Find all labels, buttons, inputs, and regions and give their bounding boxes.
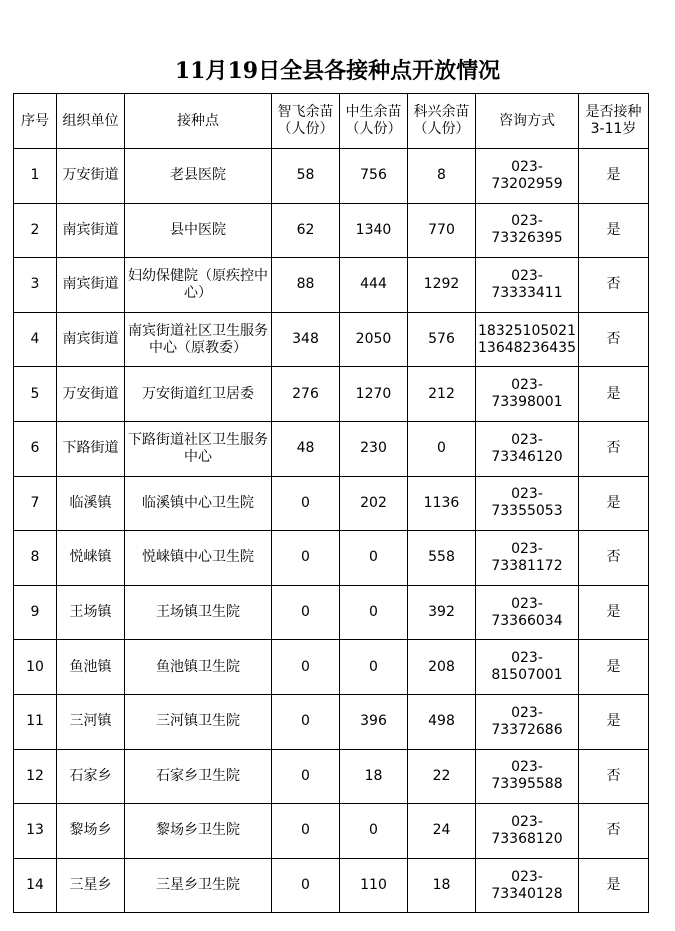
header-org: 组织单位 [57,94,125,149]
cell-zhifei: 88 [272,258,340,313]
cell-phone: 023-73366034 [476,585,579,640]
cell-org: 王场镇 [57,585,125,640]
header-site: 接种点 [125,94,272,149]
cell-org: 黎场乡 [57,804,125,859]
cell-site: 石家乡卫生院 [125,749,272,804]
cell-org: 南宾街道 [57,203,125,258]
page-title: 11月19日全县各接种点开放情况 [174,58,501,84]
cell-phone: 023-73395588 [476,749,579,804]
cell-kids: 否 [579,531,649,586]
cell-phone: 023-73355053 [476,476,579,531]
cell-kexing: 576 [408,312,476,367]
header-kids-line1: 是否接种 [585,104,642,120]
header-kids-line2: 3-11岁 [590,121,637,137]
cell-no: 14 [14,858,57,913]
cell-kids: 是 [579,203,649,258]
cell-kids: 是 [579,694,649,749]
header-phone: 咨询方式 [476,94,579,149]
cell-org: 万安街道 [57,149,125,204]
cell-kids: 否 [579,421,649,476]
vaccination-sites-table [13,93,649,913]
cell-zhongsheng: 1270 [340,367,408,422]
cell-site: 王场镇卫生院 [125,585,272,640]
cell-phone: 023-73326395 [476,203,579,258]
header-zhifei-line2: （人份） [277,121,334,137]
cell-org: 南宾街道 [57,258,125,313]
cell-zhongsheng: 0 [340,640,408,695]
cell-zhifei: 276 [272,367,340,422]
cell-kexing: 1292 [408,258,476,313]
table-row [14,858,649,913]
cell-site: 妇幼保健院（原疾控中心） [125,258,272,313]
cell-kids: 否 [579,258,649,313]
cell-no: 11 [14,694,57,749]
cell-kexing: 0 [408,421,476,476]
cell-site: 下路街道社区卫生服务中心 [125,421,272,476]
cell-site: 临溪镇中心卫生院 [125,476,272,531]
cell-kids: 否 [579,749,649,804]
cell-zhifei: 0 [272,640,340,695]
table-row [14,203,649,258]
cell-org: 下路街道 [57,421,125,476]
cell-zhongsheng: 756 [340,149,408,204]
cell-no: 1 [14,149,57,204]
cell-phone: 023-73368120 [476,804,579,859]
cell-site: 黎场乡卫生院 [125,804,272,859]
cell-zhifei: 48 [272,421,340,476]
cell-kids: 是 [579,585,649,640]
cell-zhongsheng: 18 [340,749,408,804]
cell-site: 三河镇卫生院 [125,694,272,749]
table-row [14,749,649,804]
cell-org: 鱼池镇 [57,640,125,695]
cell-kids: 是 [579,149,649,204]
cell-no: 6 [14,421,57,476]
cell-kids: 是 [579,476,649,531]
table-row [14,149,649,204]
cell-zhongsheng: 0 [340,804,408,859]
cell-phone: 023-73381172 [476,531,579,586]
cell-kexing: 212 [408,367,476,422]
header-zhongsheng-line1: 中生余苗 [345,104,402,120]
table-row [14,640,649,695]
table-row [14,804,649,859]
cell-zhongsheng: 0 [340,585,408,640]
cell-kexing: 18 [408,858,476,913]
cell-phone [476,312,579,367]
cell-site: 县中医院 [125,203,272,258]
phone-line2: 13648236435 [478,339,576,356]
cell-zhifei: 62 [272,203,340,258]
cell-kexing: 8 [408,149,476,204]
table-row [14,476,649,531]
cell-kexing: 392 [408,585,476,640]
header-kexing-line2: （人份） [413,121,470,137]
header-zhifei-line1: 智飞余苗 [277,104,334,120]
table-header-row [14,94,649,149]
cell-phone: 023-73333411 [476,258,579,313]
cell-no: 5 [14,367,57,422]
cell-no: 12 [14,749,57,804]
cell-zhifei: 0 [272,858,340,913]
cell-zhifei: 0 [272,749,340,804]
cell-kexing: 24 [408,804,476,859]
cell-org: 悦崃镇 [57,531,125,586]
cell-zhongsheng: 230 [340,421,408,476]
phone-line1: 18325105021 [478,322,576,339]
cell-zhifei: 0 [272,694,340,749]
cell-site: 万安街道红卫居委 [125,367,272,422]
cell-site: 老县医院 [125,149,272,204]
header-no: 序号 [14,94,57,149]
cell-zhongsheng: 1340 [340,203,408,258]
cell-no: 10 [14,640,57,695]
cell-kexing: 558 [408,531,476,586]
cell-no: 3 [14,258,57,313]
header-zhifei [272,94,340,149]
cell-org: 石家乡 [57,749,125,804]
cell-kexing: 22 [408,749,476,804]
cell-no: 2 [14,203,57,258]
cell-zhifei: 348 [272,312,340,367]
header-zhongsheng [340,94,408,149]
header-kids [579,94,649,149]
table-row [14,531,649,586]
cell-zhongsheng: 444 [340,258,408,313]
cell-phone: 023-73398001 [476,367,579,422]
cell-site: 三星乡卫生院 [125,858,272,913]
cell-kexing: 770 [408,203,476,258]
table-row [14,694,649,749]
cell-no: 8 [14,531,57,586]
cell-kids: 否 [579,804,649,859]
header-zhongsheng-line2: （人份） [345,121,402,137]
cell-zhifei: 0 [272,585,340,640]
cell-org: 万安街道 [57,367,125,422]
cell-kids: 是 [579,858,649,913]
cell-site: 鱼池镇卫生院 [125,640,272,695]
cell-kexing: 208 [408,640,476,695]
cell-zhongsheng: 2050 [340,312,408,367]
cell-no: 7 [14,476,57,531]
cell-phone: 023-73372686 [476,694,579,749]
cell-kexing: 498 [408,694,476,749]
cell-zhifei: 58 [272,149,340,204]
cell-zhifei: 0 [272,531,340,586]
table-row [14,312,649,367]
cell-kids: 是 [579,367,649,422]
table-row [14,367,649,422]
cell-kids: 否 [579,312,649,367]
cell-zhongsheng: 110 [340,858,408,913]
cell-site: 悦崃镇中心卫生院 [125,531,272,586]
cell-zhongsheng: 202 [340,476,408,531]
table-row [14,585,649,640]
cell-no: 9 [14,585,57,640]
cell-phone: 023-73346120 [476,421,579,476]
cell-phone: 023-81507001 [476,640,579,695]
cell-kexing: 1136 [408,476,476,531]
cell-zhongsheng: 0 [340,531,408,586]
cell-site: 南宾街道社区卫生服务中心（原教委） [125,312,272,367]
cell-kids: 是 [579,640,649,695]
table-row [14,421,649,476]
table-body [14,94,649,913]
cell-org: 临溪镇 [57,476,125,531]
cell-phone: 023-73202959 [476,149,579,204]
cell-no: 13 [14,804,57,859]
table-row [14,258,649,313]
cell-no: 4 [14,312,57,367]
cell-org: 三河镇 [57,694,125,749]
cell-zhifei: 0 [272,476,340,531]
cell-phone: 023-73340128 [476,858,579,913]
header-kexing-line1: 科兴余苗 [413,104,470,120]
cell-zhongsheng: 396 [340,694,408,749]
cell-zhifei: 0 [272,804,340,859]
cell-org: 南宾街道 [57,312,125,367]
header-kexing [408,94,476,149]
cell-org: 三星乡 [57,858,125,913]
